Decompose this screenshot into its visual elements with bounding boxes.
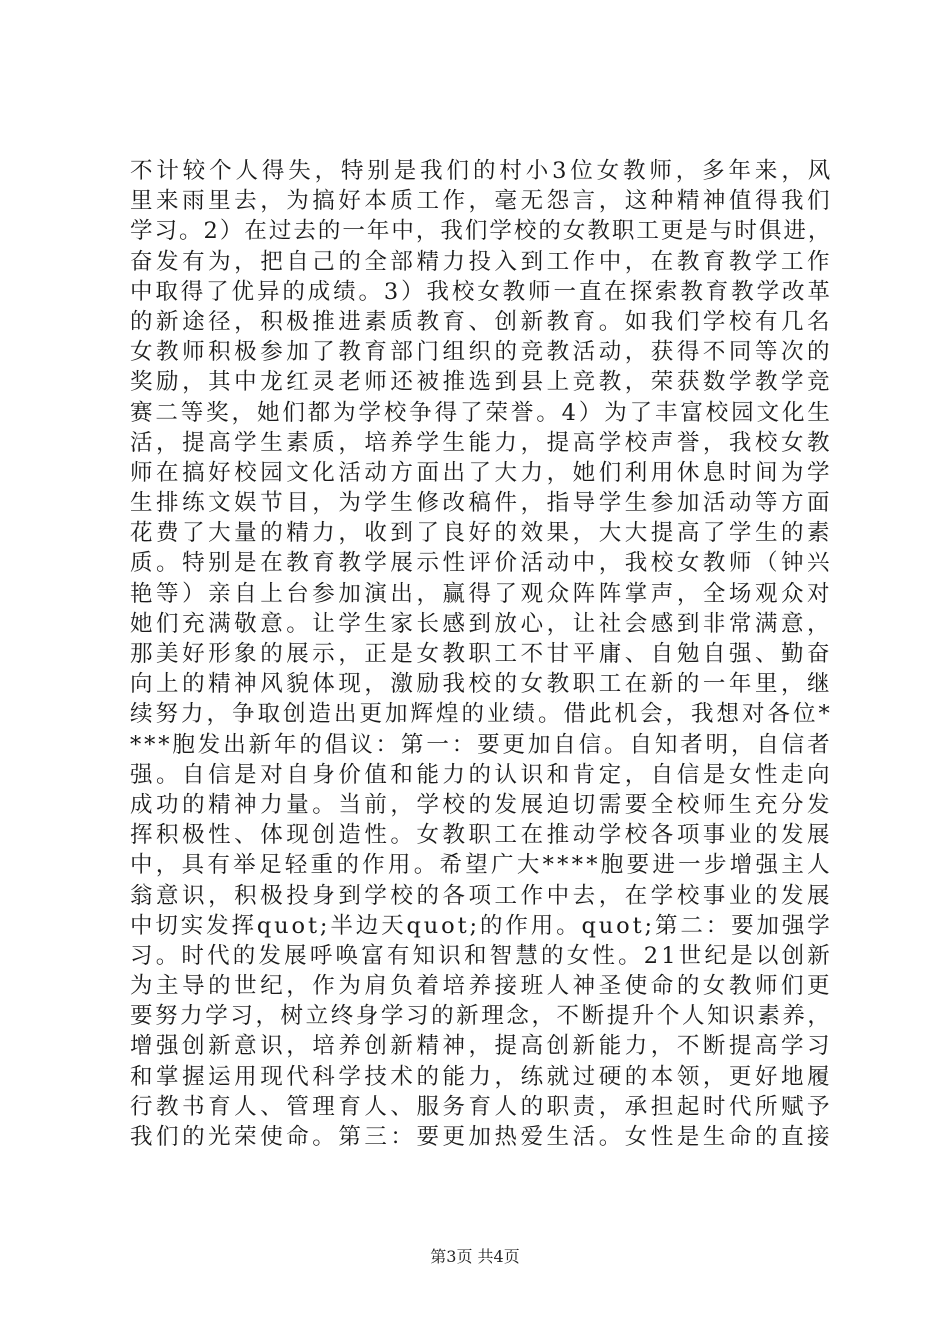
text-line: 我们的光荣使命。第三：要更加热爱生活。女性是生命的直接 (130, 1124, 834, 1150)
text-line: 增强创新意识，培养创新精神，提高创新能力，不断提高学习 (130, 1033, 834, 1060)
text-line: 行教书育人、管理育人、服务育人的职责，承担起时代所赋予 (130, 1093, 834, 1120)
text-line: 师在搞好校园文化活动方面出了大力，她们利用休息时间为学 (130, 459, 834, 486)
text-line: ***胞发出新年的倡议：第一：要更加自信。自知者明，自信者 (130, 731, 833, 758)
text-line: 奖励，其中龙红灵老师还被推选到县上竞教，荣获数学教学竞 (130, 369, 834, 396)
text-line: 翁意识，积极投身到学校的各项工作中去，在学校事业的发展 (130, 882, 834, 909)
text-line: 不计较个人得失，特别是我们的村小3位女教师，多年来，风 (130, 158, 835, 184)
text-line: 学习。2）在过去的一年中，我们学校的女教职工更是与时俱进， (130, 218, 833, 245)
text-line: 花费了大量的精力，收到了良好的效果，大大提高了学生的素 (130, 520, 834, 547)
text-line: 质。特别是在教育教学展示性评价活动中，我校女教师（钟兴 (130, 550, 834, 577)
text-line: 为主导的世纪，作为肩负着培养接班人神圣使命的女教师们更 (130, 973, 834, 1000)
text-line: 向上的精神风貌体现，激励我校的女教职工在新的一年里，继 (130, 671, 834, 698)
page-footer: 第3页 共4页 (430, 1247, 520, 1266)
text-line: 续努力，争取创造出更加辉煌的业绩。借此机会，我想对各位* (130, 701, 833, 728)
text-line: 中切实发挥quot;半边天quot;的作用。quot;第二：要加强学 (130, 912, 833, 939)
text-line: 生排练文娱节目，为学生修改稿件，指导学生参加活动等方面 (130, 490, 834, 517)
text-line: 艳等）亲自上台参加演出，赢得了观众阵阵掌声，全场观众对 (130, 580, 834, 607)
text-line: 成功的精神力量。当前，学校的发展迫切需要全校师生充分发 (130, 791, 834, 818)
text-line: 要努力学习，树立终身学习的新理念，不断提升个人知识素养， (130, 1003, 833, 1030)
text-line: 赛二等奖，她们都为学校争得了荣誉。4）为了丰富校园文化生 (130, 399, 833, 426)
text-line: 奋发有为，把自己的全部精力投入到工作中，在教育教学工作 (130, 248, 834, 275)
text-line: 挥积极性、体现创造性。女教职工在推动学校各项事业的发展 (130, 822, 834, 849)
text-line: 习。时代的发展呼唤富有知识和智慧的女性。21世纪是以创新 (130, 942, 833, 969)
text-line: 中，具有举足轻重的作用。希望广大****胞要进一步增强主人 (130, 852, 833, 879)
text-line: 的新途径，积极推进素质教育、创新教育。如我们学校有几名 (130, 308, 834, 335)
text-line: 活，提高学生素质，培养学生能力，提高学校声誉，我校女教 (130, 429, 834, 456)
text-line: 她们充满敬意。让学生家长感到放心，让社会感到非常满意， (130, 610, 834, 637)
text-line: 中取得了优异的成绩。3）我校女教师一直在探索教育教学改革 (130, 278, 833, 305)
text-line: 那美好形象的展示，正是女教职工不甘平庸、自勉自强、勤奋 (130, 641, 834, 667)
text-line: 里来雨里去，为搞好本质工作，毫无怨言，这种精神值得我们 (130, 188, 834, 215)
body-text (130, 156, 835, 1152)
text-line: 女教师积极参加了教育部门组织的竞教活动，获得不同等次的 (130, 339, 834, 366)
text-line: 和掌握运用现代科学技术的能力，练就过硬的本领，更好地履 (130, 1063, 834, 1090)
text-line: 强。自信是对自身价值和能力的认识和肯定，自信是女性走向 (130, 761, 834, 788)
